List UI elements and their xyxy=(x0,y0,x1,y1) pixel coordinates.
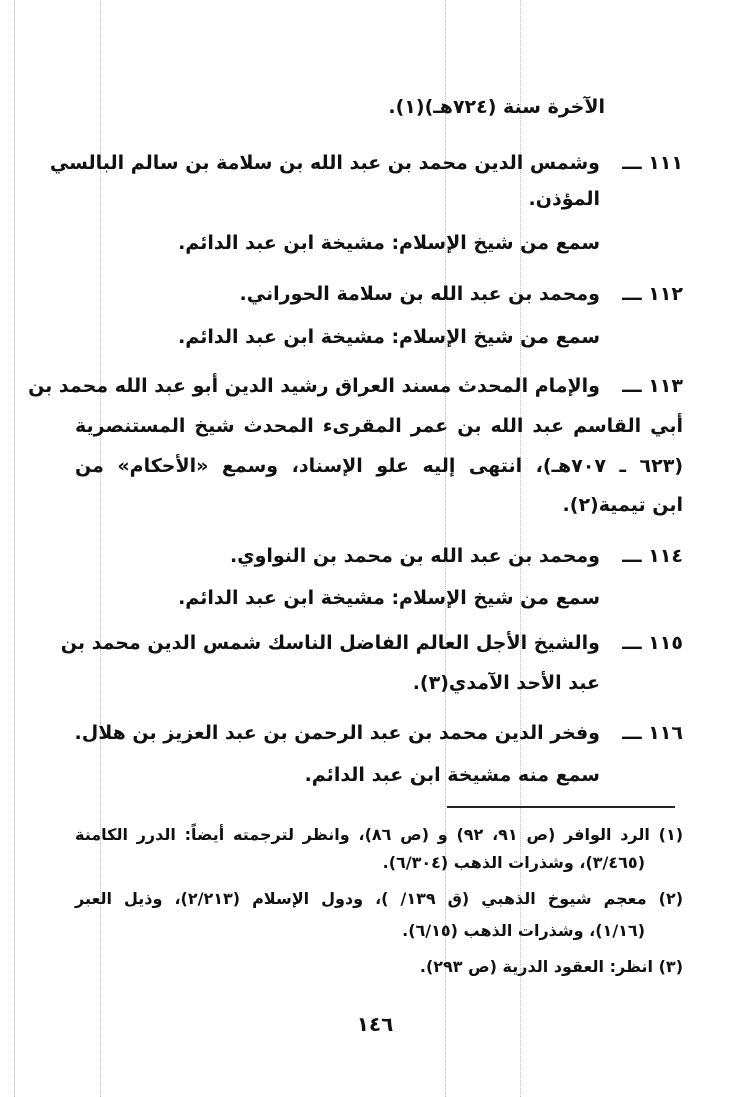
entry-note: سمع من شيخ الإسلام: مشيخة ابن عبد الدائم. xyxy=(178,232,600,254)
entry-number: ١١٢ ـــ xyxy=(622,283,683,305)
entry-text-line: أبي القاسم عبد الله بن عمر المقرىء المحدث شيخ المستنصرية xyxy=(75,415,683,437)
entry-text-line: (٦٢٣ ـ ٧٠٧هـ)، انتهى إليه علو الإسناد، وسمع «الأحكام» من xyxy=(75,455,683,477)
entry-text-line: والشيخ الأجل العالم الفاضل الناسك شمس الدين محمد بن xyxy=(60,632,600,654)
entry-number: ١١٥ ـــ xyxy=(622,632,683,654)
entry-note: سمع من شيخ الإسلام: مشيخة ابن عبد الدائم. xyxy=(178,326,600,348)
entry-number: ١١٤ ـــ xyxy=(622,545,683,567)
footnote-line: (٣) انظر: العقود الدرية (ص ٢٩٣). xyxy=(419,957,683,976)
footnote-line: (١) الرد الوافر (ص ٩١، ٩٢) و (ص ٨٦)، وانظر لترجمته أيضاً: الدرر الكامنة xyxy=(75,825,684,844)
entry-note: سمع منه مشيخة ابن عبد الدائم. xyxy=(304,764,600,786)
entry-number: ١١٣ ـــ xyxy=(622,375,683,397)
entry-number: ١١١ ـــ xyxy=(622,152,683,174)
entry-text-line: وشمس الدين محمد بن عبد الله بن سلامة بن سالم البالسي xyxy=(49,152,600,174)
entry-text-line: والإمام المحدث مسند العراق رشيد الدين أبو عبد الله محمد بن xyxy=(28,375,600,397)
entry-text-line: المؤذن. xyxy=(528,188,600,210)
entry-text-line: ومحمد بن عبد الله بن محمد بن النواوي. xyxy=(229,545,600,567)
entry-text-line: ابن تيمية(٢). xyxy=(562,494,683,516)
footnote-line: (١/١٦)، وشذرات الذهب (٦/١٥). xyxy=(402,921,645,940)
footnote-line: (٢) معجم شيوخ الذهبي (ق ١٣٩/ )، ودول الإسلام (٢/٢١٣)، وذيل العبر xyxy=(75,889,684,908)
entry-text-line: وفخر الدين محمد بن عبد الرحمن بن عبد العزيز بن هلال. xyxy=(74,722,600,744)
entry-text-line: عبد الأحد الآمدي(٣). xyxy=(412,672,600,694)
entry-number: ١١٦ ـــ xyxy=(622,722,683,744)
entry-text-line: ومحمد بن عبد الله بن سلامة الحوراني. xyxy=(239,283,600,305)
footnote-line: (٣/٤٦٥)، وشذرات الذهب (٦/٣٠٤). xyxy=(382,853,645,872)
footnote-separator xyxy=(447,806,675,808)
continuation-line: الآخرة سنة (٧٢٤هـ)(١). xyxy=(388,96,605,118)
page-number: ١٤٦ xyxy=(356,1012,394,1036)
entry-note: سمع من شيخ الإسلام: مشيخة ابن عبد الدائم. xyxy=(178,587,600,609)
scan-edge-line xyxy=(14,0,15,1097)
